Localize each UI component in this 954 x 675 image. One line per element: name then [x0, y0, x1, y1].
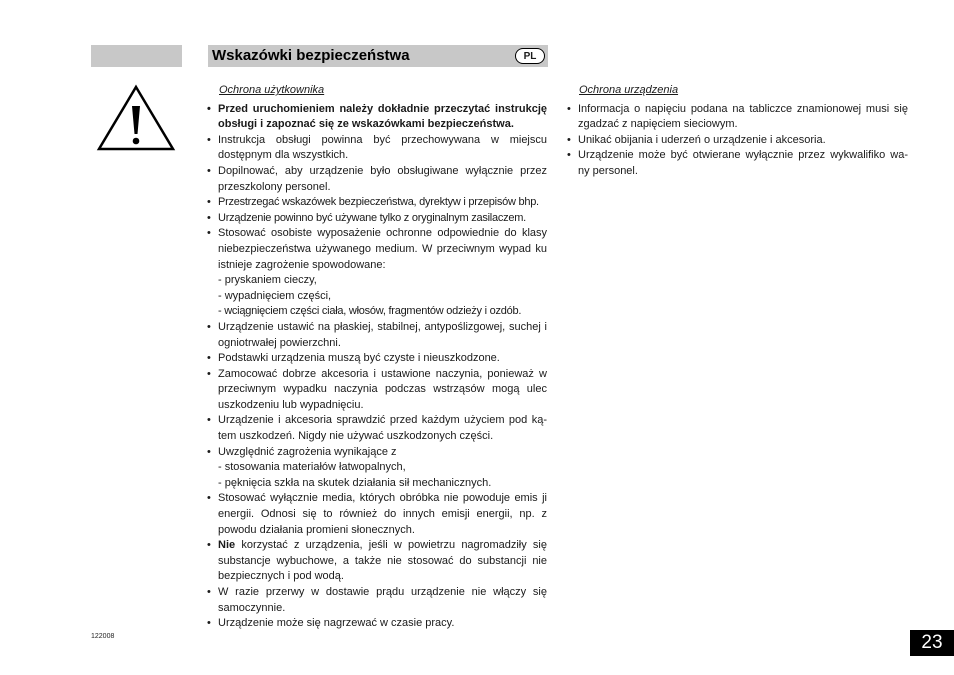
- list-item: • Urządzenie i akcesoria sprawdzić przed każdym użyciem pod ką- tem uszkodzeń. Nigdy nie używać uszkodzonych części.: [207, 413, 547, 444]
- list-item: [207, 538, 547, 585]
- list-item: • Podstawki urządzenia muszą być czyste i nieuszkodzone.: [207, 351, 547, 367]
- list-item: • Urządzenie ustawić na płaskiej, stabilnej, antypoślizgowej, suchej i ogniotrwałej powierzchni.: [207, 320, 547, 351]
- list-item: • Stosować osobiste wyposażenie ochronne odpowiednie do klasy niebezpieczeństwa używanego medium. W przeciwnym wypad ku istnieje zagrożenie spowodowane:: [207, 226, 547, 273]
- sub-list-item: - wypadnięciem części,: [218, 289, 332, 302]
- list-item: • Dopilnować, aby urządzenie było obsługiwane wyłącznie przez przeszkolony personel.: [207, 164, 547, 195]
- section-title-bar: [208, 45, 548, 67]
- warning-triangle-icon: [96, 84, 176, 152]
- sub-list-item: - stosowania materiałów łatwopalnych,: [218, 461, 406, 474]
- list-item: • Unikać obijania i uderzeń o urządzenie i akcesoria.: [567, 133, 908, 149]
- device-protection-heading: Ochrona urządzenia: [579, 84, 679, 96]
- list-item: • W razie przerwy w dostawie prądu urządzenie nie włączy się samoczynnie.: [207, 585, 547, 616]
- list-item: • Zamocować dobrze akcesoria i ustawione naczynia, ponieważ w przeciwnym wypadku naczynia podczas wstrząsów mogą ulec uszkodzeniu lub wypadnięciu.: [207, 367, 547, 414]
- list-item: • Urządzenie może być otwierane wyłącznie przez wykwalifiko wa- ny personel.: [567, 148, 908, 179]
- list-item: • Urządzenie powinno być używane tylko z oryginalnym zasilaczem.: [207, 211, 547, 227]
- page-number: 23: [910, 630, 954, 656]
- sub-list-item: - pryskaniem cieczy,: [218, 274, 317, 287]
- page-title: Wskazówki bezpieczeństwa: [212, 47, 410, 64]
- sub-list-item: - wciągnięciem części ciała, włosów, fragmentów odzieży i ozdób.: [218, 305, 522, 318]
- list-item: • Przestrzegać wskazówek bezpieczeństwa, dyrektyw i przepisów bhp.: [207, 195, 547, 211]
- list-item-text: korzystać z urządzenia, jeśli w powietrzu nagromadziły się substancje wybuchowe, a także nie stosować do substancji nie bezpiecznych i pod wodą.: [218, 539, 547, 583]
- list-item: • Instrukcja obsługi powinna być przechowywana w miejscu dostępnym dla wszystkich.: [207, 133, 547, 164]
- user-protection-column: [207, 83, 547, 632]
- sub-list-item: - pęknięcia szkła na skutek działania sił mechanicznych.: [218, 476, 492, 489]
- user-protection-heading: Ochrona użytkownika: [219, 84, 325, 96]
- list-item: • Stosować wyłącznie media, których obróbka nie powoduje emis ji energii. Odnosi się to również do innych emisji energii, np. z powodu działania promieni słonecznych.: [207, 491, 547, 538]
- emphasis-text: Nie: [218, 539, 236, 552]
- device-protection-column: [567, 83, 908, 180]
- list-item: • Przed uruchomieniem należy dokładnie przeczytać instrukcję obsługi i zapoznać się ze wskazówkami bezpieczeństwa.: [207, 102, 547, 133]
- list-item: • Uwzględnić zagrożenia wynikające z: [207, 445, 547, 461]
- list-item: • Urządzenie może się nagrzewać w czasie pracy.: [207, 616, 547, 632]
- list-item: • Informacja o napięciu podana na tabliczce znamionowej musi się zgadzać z napięciem sieciowym.: [567, 102, 908, 133]
- language-badge: PL: [515, 48, 545, 64]
- document-code: 122008: [91, 633, 115, 640]
- left-header-bar: [91, 45, 182, 67]
